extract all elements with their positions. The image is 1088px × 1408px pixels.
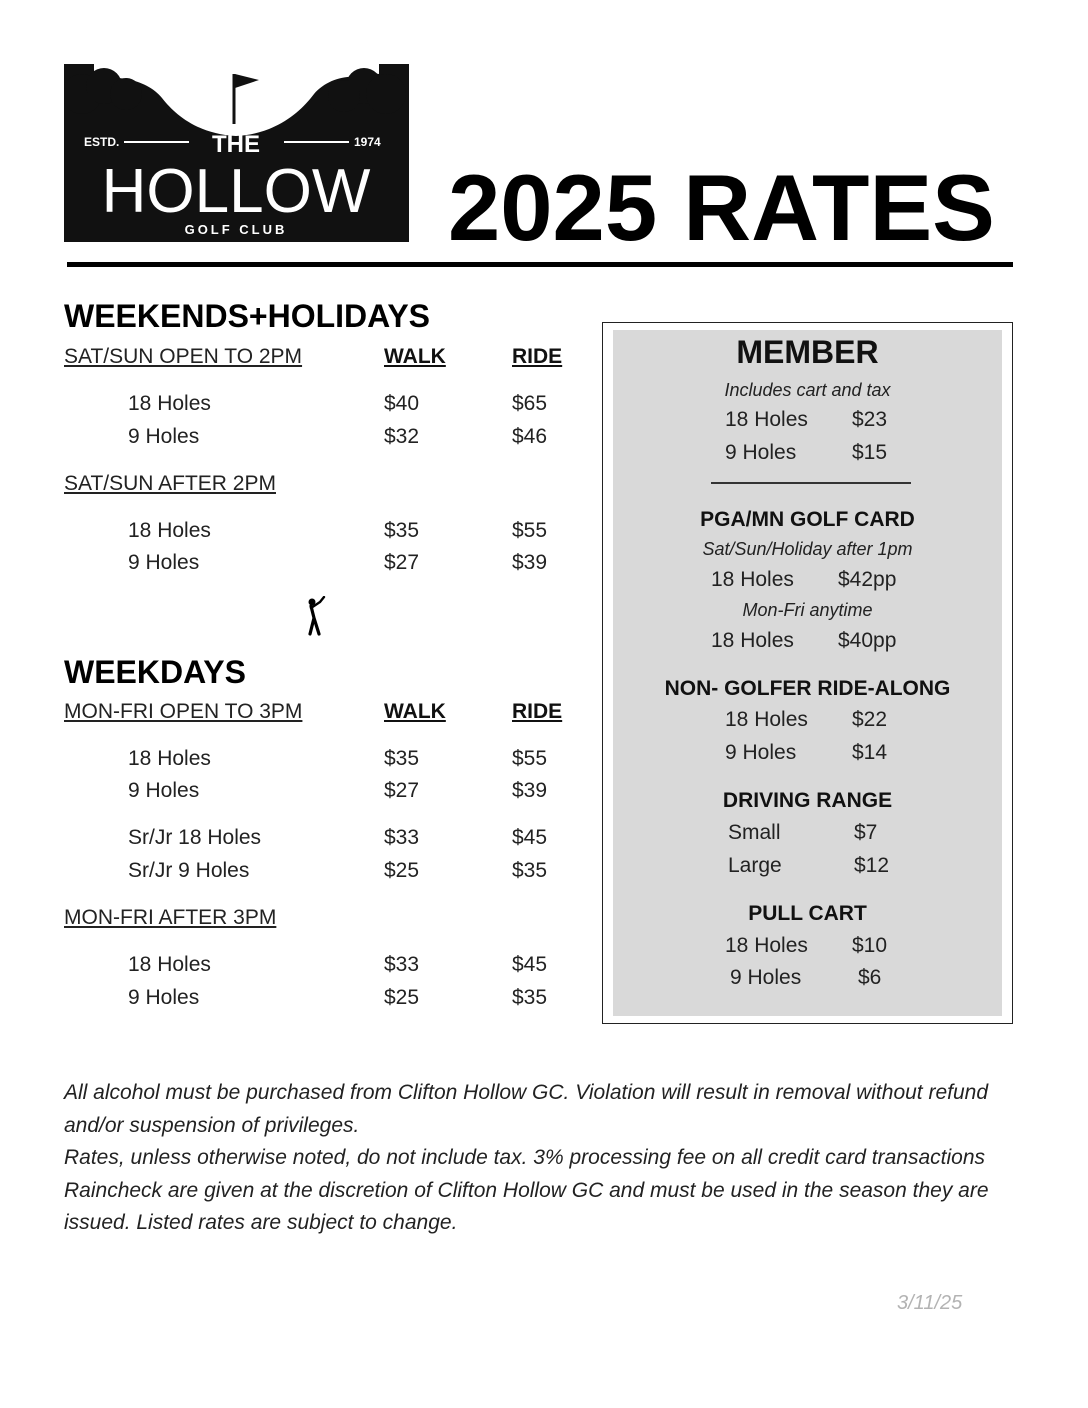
rate-row: 9 Holes $32 $46: [128, 425, 548, 448]
price-row: 9 Holes $14: [725, 741, 888, 764]
price-row: 9 Holes $15: [725, 441, 888, 464]
ride-header: RIDE: [512, 700, 563, 723]
nongolfer-title: NON- GOLFER RIDE-ALONG: [664, 677, 951, 700]
weekdays-heading: WEEKDAYS: [64, 654, 246, 690]
price-row: 18 Holes $10: [725, 934, 888, 957]
weekends-open-label: SAT/SUN OPEN TO 2PM: [64, 345, 303, 368]
weekdays-after-label: MON-FRI AFTER 3PM: [64, 906, 277, 929]
club-logo: [64, 64, 409, 242]
pga-title: PGA/MN GOLF CARD: [700, 508, 915, 531]
member-title: MEMBER: [736, 334, 879, 370]
title-rule: [67, 262, 1013, 267]
logo-name: HOLLOW: [101, 157, 371, 226]
member-note: Includes cart and tax: [724, 380, 891, 400]
revision-date: 3/11/25: [897, 1292, 963, 1314]
price-row: 18 Holes $40pp: [711, 629, 897, 652]
rate-row: 18 Holes $40 $65: [128, 392, 548, 415]
logo-sub: GOLF CLUB: [184, 222, 288, 237]
logo-estd: ESTD.: [84, 135, 120, 149]
weekdays-open-label: MON-FRI OPEN TO 3PM: [64, 700, 303, 723]
rate-row: Sr/Jr 9 Holes $25 $35: [128, 859, 548, 882]
raincheck-note: Raincheck are given at the discretion of Clifton Hollow GC and must be used in the season they are issued. Listed rates are subject to change.: [64, 1178, 989, 1234]
price-row: 18 Holes $22: [725, 708, 888, 731]
rate-row: 9 Holes $27 $39: [128, 779, 548, 802]
logo-the: THE: [212, 131, 260, 158]
ride-header: RIDE: [512, 345, 563, 368]
pga-note-weekday: Mon-Fri anytime: [742, 600, 873, 620]
rate-row: 9 Holes $25 $35: [128, 986, 548, 1009]
walk-header: WALK: [384, 700, 446, 723]
pga-note-weekend: Sat/Sun/Holiday after 1pm: [702, 539, 913, 559]
logo-graphic: [64, 64, 409, 242]
price-row: 18 Holes $23: [725, 408, 888, 431]
pullcart-title: PULL CART: [748, 902, 867, 925]
policy-notes: [64, 1077, 1024, 1240]
weekends-heading: WEEKENDS+HOLIDAYS: [64, 298, 430, 334]
golfer-icon: [300, 596, 328, 636]
rate-row: 9 Holes $27 $39: [128, 551, 548, 574]
logo-year: 1974: [354, 135, 381, 149]
price-row: Small $7: [728, 821, 878, 844]
weekends-after-label: SAT/SUN AFTER 2PM: [64, 472, 276, 495]
rate-row: 18 Holes $35 $55: [128, 519, 548, 542]
rate-row: Sr/Jr 18 Holes $33 $45: [128, 826, 548, 849]
alcohol-note: All alcohol must be purchased from Clifton Hollow GC. Violation will result in removal without refund and/or suspension of privileges.: [64, 1081, 989, 1137]
walk-header: WALK: [384, 345, 446, 368]
price-row: 9 Holes $6: [730, 966, 882, 989]
page-title: 2025 RATES: [448, 155, 995, 260]
range-title: DRIVING RANGE: [722, 789, 893, 812]
rate-row: 18 Holes $33 $45: [128, 953, 548, 976]
rate-row: 18 Holes $35 $55: [128, 747, 548, 770]
price-row: Large $12: [728, 854, 890, 877]
tax-note: Rates, unless otherwise noted, do not include tax. 3% processing fee on all credit card transactions: [64, 1146, 986, 1169]
panel-divider: [711, 482, 911, 484]
price-row: 18 Holes $42pp: [711, 568, 897, 591]
